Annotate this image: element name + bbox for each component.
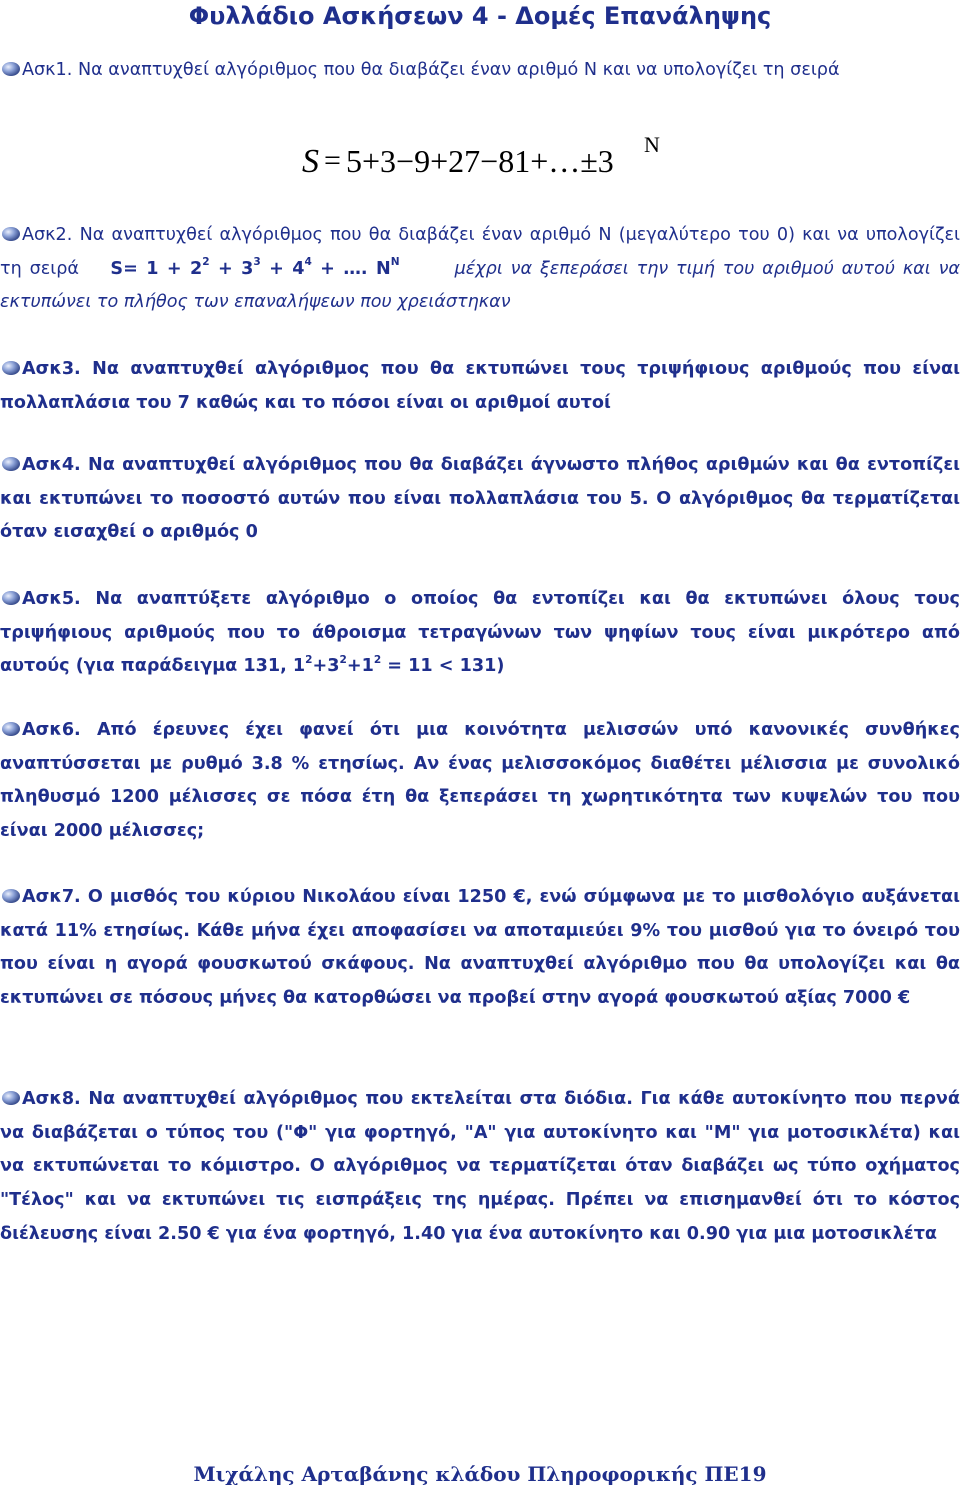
series-text: S= 1 + 2 (110, 258, 203, 279)
exponent: 2 (373, 653, 382, 666)
formula-eq: = (324, 144, 341, 177)
series-formula (300, 130, 680, 190)
exercise-label: Ασκ3. (22, 359, 81, 379)
exercise-text: Να αναπτυχθεί αλγόριθμος που θα διαβάζει άγνωστο πλήθος αριθμών και θα εντοπίζει και εκτυπώνει το ποσοστό αυτών που είναι πολλαπλάσια του 5. Ο αλγόριθμος θα τερματίζεται όταν εισαχθεί ο αριθμός 0 (0, 455, 960, 543)
exponent: 4 (304, 255, 312, 268)
exercise-label: Ασκ8. (22, 1089, 81, 1109)
exercise-2 (0, 219, 960, 320)
exercise-text-b: μέχρι να ξεπεράσει την τιμή του αριθμού αυτού και να εκτυπώνει το πλήθος των επαναλήψεων που χρειάστηκαν (0, 258, 960, 313)
formula-lhs: S (302, 143, 319, 180)
exercise-label: Ασκ1. (22, 60, 73, 80)
exercise-text: Να αναπτύξετε αλγόριθμο ο οποίος θα εντοπίζει και θα εκτυπώνει όλους τους τριψήφιους αριθμούς που το άθροισμα τετραγώνων των ψηφίων τους είναι μικρότερο από αυτούς (για παράδειγμα 131, 1 (0, 589, 960, 677)
formula-terms: 5+3−9+27−81+…±3 (346, 143, 614, 179)
exercise-text: Να αναπτυχθεί αλγόριθμος που θα διαβάζει έναν αριθμό Ν και να υπολογίζει τη σειρά (77, 60, 840, 80)
exercise-1 (0, 54, 960, 88)
exponent: 3 (253, 255, 261, 268)
sphere-bullet-icon (0, 888, 22, 904)
formula-exponent: N (644, 132, 660, 157)
exercise-4 (0, 449, 960, 550)
expr-tail: = 11 < 131) (387, 656, 505, 677)
sphere-bullet-icon (0, 360, 22, 376)
sphere-bullet-icon (0, 61, 22, 77)
exercise-label: Ασκ6. (22, 720, 81, 740)
sphere-bullet-icon (0, 1090, 22, 1106)
exercise-text: Να αναπτυχθεί αλγόριθμος που εκτελείται στα διόδια. Για κάθε αυτοκίνητο που περνά να διαβάζεται ο τύπος του ("Φ" για φορτηγό, "Α" για αυτοκίνητο και "Μ" για μοτοσικλέτα) και να εκτυπώνεται το κόμιστρο. Ο αλγόριθμος να τερματίζεται όταν διαβάζει ως τύπο οχήματος "Τέλος" και να εκτυπώνει τις εισπράξεις της ημέρας. Πρέπει να επισημανθεί ότι το κόστος διέλευσης είναι 2.50 € για ένα φορτηγό, 1.40 για ένα αυτοκίνητο και 0.90 για μια μοτοσικλέτα (0, 1089, 960, 1244)
exercise-label: Ασκ4. (22, 455, 81, 475)
exponent: 2 (339, 653, 347, 666)
sphere-bullet-icon (0, 226, 22, 242)
exponent: 2 (202, 255, 210, 268)
footer-author: Μιχάλης Αρταβάνης κλάδου Πληροφορικής ΠΕ19 (193, 1462, 767, 1486)
exponent: 2 (305, 653, 313, 666)
sphere-bullet-icon (0, 590, 22, 606)
exercise-5 (0, 583, 960, 684)
exercise-label: Ασκ7. (22, 887, 81, 907)
exercise-text: Να αναπτυχθεί αλγόριθμος που θα εκτυπώνει τους τριψήφιους αριθμούς που είναι πολλαπλάσια του 7 καθώς και το πόσοι είναι οι αριθμοί αυτοί (0, 359, 960, 413)
expr-part: +3 (312, 656, 340, 677)
series-part: + 4 (260, 258, 305, 279)
series-part: + …. N (311, 258, 391, 279)
exponent: N (390, 255, 400, 268)
exercise-label: Ασκ2. (22, 225, 73, 245)
exercise-text: Από έρευνες έχει φανεί ότι μια κοινότητα μελισσών υπό κανονικές συνθήκες αναπτύσσεται με ρυθμό 3.8 % ετησίως. Αν ένας μελισσοκόμος διαθέτει μέλισσια με συνολικό πληθυσμό 1200 μέλισσες σε πόσα έτη θα ξεπεράσει τη χωρητικότητα των κυψελών του που είναι 2000 μέλισσες; (0, 720, 960, 842)
exercise-label: Ασκ5. (22, 589, 81, 609)
exercise-text-a: Να αναπτυχθεί αλγόριθμος που θα διαβάζει έναν αριθμό Ν (μεγαλύτερο του 0) και να υπολογίζει τη σειρά (0, 225, 960, 279)
page-title: Φυλλάδιο Ασκήσεων 4 - Δομές Επανάληψης (188, 2, 772, 30)
sphere-bullet-icon (0, 456, 22, 472)
series-part: + 3 (209, 258, 254, 279)
expr-part: +1 (346, 656, 374, 677)
exercise-7 (0, 881, 960, 1016)
exercise-8 (0, 1083, 960, 1252)
sphere-bullet-icon (0, 721, 22, 737)
exercise-6 (0, 714, 960, 849)
exercise-3 (0, 353, 960, 420)
exercise-text: Ο μισθός του κύριου Νικολάου είναι 1250 €, ενώ σύμφωνα με το μισθολόγιο αυξάνεται κατά 11% ετησίως. Κάθε μήνα έχει αποφασίσει να αποταμιεύει 9% του μισθού για το όνειρό του που είναι η αγορά φουσκωτού σκάφους. Να αναπτυχθεί αλγόριθμο που θα υπολογίζει και θα εκτυπώνει σε πόσους μήνες θα κατορθώσει να προβεί στην αγορά φουσκωτού αξίας 7000 € (0, 887, 960, 1009)
